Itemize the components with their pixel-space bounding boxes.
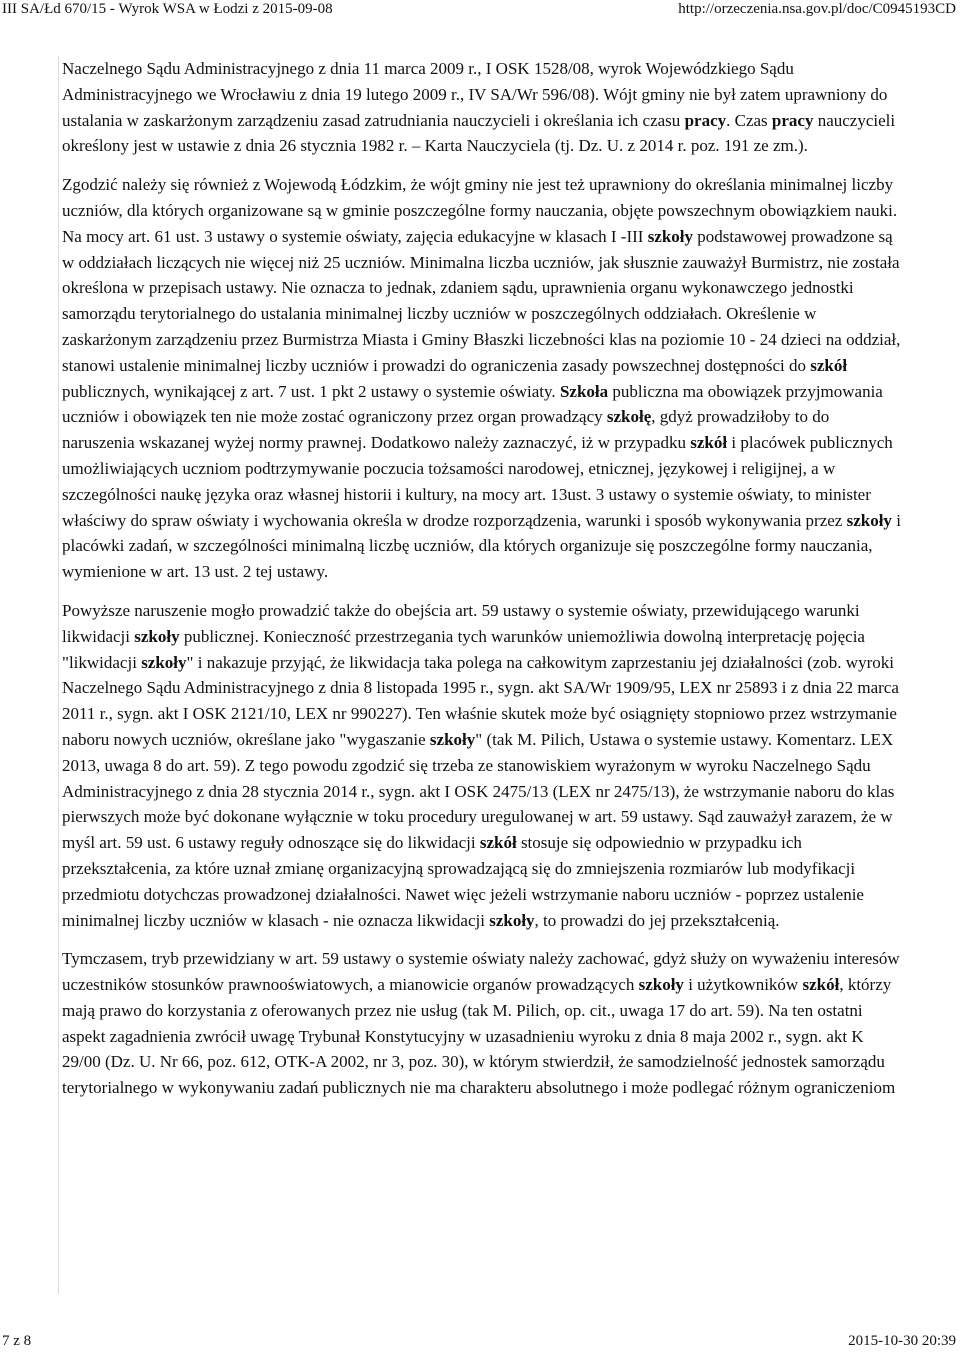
paragraph (62, 172, 902, 585)
text-run: , gdyż prowadziłoby to do naruszenia wskazanej wyżej normy prawnej. Dodatkowo należy zaznaczyć, iż w przypadku (62, 407, 830, 453)
highlighted-term: szkoły (141, 652, 187, 672)
header-title: III SA/Łd 670/15 - Wyrok WSA w Łodzi z 2015-09-08 (2, 1, 333, 17)
text-run: Powyższe naruszenie mogło prowadzić także do obejścia art. 59 ustawy o systemie oświaty, przewidującego warunki likwidacji (62, 600, 860, 646)
highlighted-term: pracy (771, 110, 814, 130)
highlighted-term: szkołę (606, 407, 652, 427)
highlighted-term: szkół (810, 355, 848, 375)
paragraph (62, 946, 902, 1101)
page-footer (0, 1332, 960, 1354)
text-run: , to prowadzi do jej przekształcenią. (534, 910, 780, 930)
paragraph (62, 598, 902, 933)
paragraph (62, 56, 902, 159)
text-run: nauczycieli określony jest w ustawie z dnia 26 stycznia 1982 r. – Karta Nauczyciela (tj. Dz. U. z 2014 r. poz. 191 ze zm.). (62, 110, 896, 156)
text-run: i placówek publicznych umożliwiających uczniom podtrzymywanie poczucia tożsamości narodowej, etnicznej, językowej i religijnej, a w szczególności naukę języka oraz własnej historii i kultury, na mocy art. 13ust. 3 ustawy o systemie oświaty, to minister właściwy do spraw oświaty i wychowania określa w drodze rozporządzenia, warunki i sposób wykonywania przez (62, 433, 893, 530)
text-run: Tymczasem, tryb przewidziany w art. 59 ustawy o systemie oświaty należy zachować, gdyż służy on wyważeniu interesów uczestników stosunków prawnooświatowych, a mianowicie organów prowadzących (62, 949, 900, 995)
text-run: i placówki zadań, w szczególności minimalną liczbę uczniów, dla których organizuje się poszczególne formy nauczania, wymienione w art. 13 ust. 2 tej ustawy. (62, 510, 901, 582)
text-run: podstawowej prowadzone są w oddziałach liczących nie więcej niż 25 uczniów. Minimalna liczba uczniów, jak słusznie zauważył Burmistrz, nie została określona w przepisach ustawy. Nie oznacza to jednak, zdaniem sądu, uprawnienia organu wykonawczego jednostki samorządu terytorialnego do ustalania minimalnej liczby uczniów w poszczególnych oddziałach. Określenie w zaskarżonym zarządzeniu przez Burmistrza Miasta i Gminy Błaszki liczebności klas na poziomie 10 - 24 dzieci na oddział, stanowi ustalenie minimalnej liczby uczniów i prowadzi do ograniczenia zasady powszechnej dostępności do (62, 226, 901, 375)
highlighted-term: szkoły (134, 626, 180, 646)
text-run: publicznych, wynikającej z art. 7 ust. 1 pkt 2 ustawy o systemie oświaty. (62, 381, 560, 401)
text-run: publicznej. Konieczność przestrzegania tych warunków uniemożliwia dowolną interpretację pojęcia "likwidacji (62, 626, 865, 672)
highlighted-term: Szkoła (559, 381, 609, 401)
highlighted-term: szkoły (429, 729, 476, 749)
print-datetime: 2015-10-30 20:39 (848, 1333, 956, 1349)
document-body (62, 56, 902, 1114)
text-run: Naczelnego Sądu Administracyjnego z dnia 11 marca 2009 r., I OSK 1528/08, wyrok Wojewódzkiego Sądu Administracyjnego we Wrocławiu z dnia 19 lutego 2009 r., IV SA/Wr 596/08). Wójt gminy nie był zatem uprawniony do ustalania w zaskarżonym zarządzeniu zasad zatrudniania nauczycieli i określania ich czasu (62, 59, 888, 130)
highlighted-term: szkół (479, 833, 517, 853)
margin-rule (58, 56, 59, 1294)
text-run: " (tak M. Pilich, Ustawa o systemie ustawy. Komentarz. LEX 2013, uwaga 8 do art. 59). Z tego powodu zgodzić się trzeba ze stanowiskiem wyrażonym w wyroku Naczelnego Sądu Administracyjnego z dnia 28 stycznia 2014 r., sygn. akt I OSK 2475/13 (LEX nr 2475/13), że wstrzymanie naboru do klas pierwszych może być dokonane wyłącznie w toku procedury uregulowanej w art. 59 ustawy. Sąd zauważył zarazem, że w myśl art. 59 ust. 6 ustawy reguły odnoszące się do likwidacji (62, 729, 895, 853)
highlighted-term: szkół (802, 975, 840, 995)
text-run: i użytkowników (683, 975, 803, 995)
text-run: publiczna ma obowiązek przyjmowania uczniów i obowiązek ten nie może zostać ograniczony przez organ prowadzący (62, 381, 883, 427)
highlighted-term: szkół (690, 433, 728, 453)
text-run: . Czas (726, 110, 772, 130)
highlighted-term: szkoły (638, 975, 684, 995)
highlighted-term: szkoły (489, 910, 535, 930)
page-header (0, 0, 960, 22)
text-run: Zgodzić należy się również z Wojewodą Łódzkim, że wójt gminy nie jest też uprawniony do określania minimalnej liczby uczniów, dla których organizowane są w gminie poszczególne formy nauczania, objęte powszechnym obowiązkiem nauki. Na mocy art. 61 ust. 3 ustawy o systemie oświaty, zajęcia edukacyjne w klasach I -III (62, 175, 898, 246)
text-run: stosuje się odpowiednio w przypadku ich przekształcenia, za które uznał zmianę organizacyjną sprowadzającą się do zmniejszenia rozmiarów lub modyfikacji przedmiotu dotychczas prowadzonej działalności. Nawet więc jeżeli wstrzymanie naboru uczniów - poprzez ustalenie minimalnej liczby uczniów w klasach - nie oznacza likwidacji (62, 833, 864, 930)
highlighted-term: pracy (684, 110, 727, 130)
text-run: , którzy mają prawo do korzystania z oferowanych przez nie usług (tak M. Pilich, op. cit., uwaga 17 do art. 59). Na ten ostatni aspekt zagadnienia zwrócił uwagę Trybunał Konstytucyjny w uzasadnieniu wyroku z dnia 8 maja 2002 r., sygn. akt K 29/00 (Dz. U. Nr 66, poz. 612, OTK-A 2002, nr 3, poz. 30), w którym stwierdził, że samodzielność jednostek samorządu terytorialnego w wykonywaniu zadań publicznych nie ma charakteru absolutnego i może podlegać różnym ograniczeniom (62, 975, 896, 1098)
highlighted-term: szkoły (647, 226, 694, 246)
header-url[interactable]: http://orzeczenia.nsa.gov.pl/doc/C0945193CD (678, 1, 956, 17)
highlighted-term: szkoły (846, 510, 892, 530)
text-run: " i nakazuje przyjąć, że likwidacja taka polega na całkowitym zaprzestaniu jej działalności (zob. wyroki Naczelnego Sądu Administracyjnego z dnia 8 listopada 1995 r., sygn. akt SA/Wr 1909/95, LEX nr 25893 i z dnia 22 marca 2011 r., sygn. akt I OSK 2121/10, LEX nr 990227). Ten właśnie skutek może być osiągnięty stopniowo przez wstrzymanie naboru nowych uczniów, określane jako "wygaszanie (62, 652, 899, 749)
page-number: 7 z 8 (2, 1333, 32, 1349)
